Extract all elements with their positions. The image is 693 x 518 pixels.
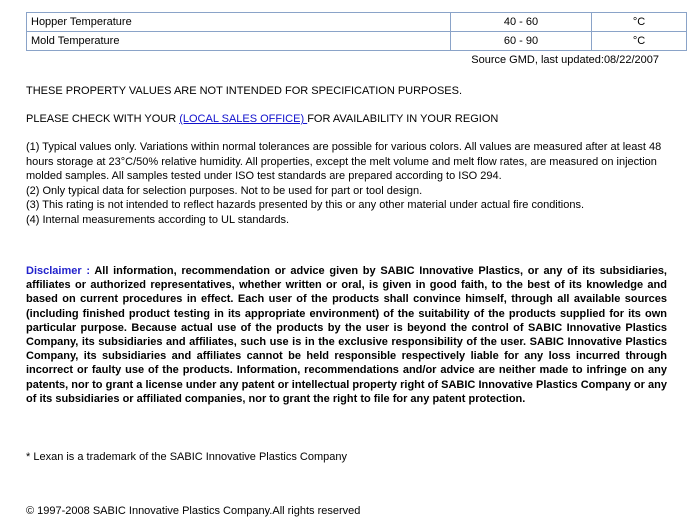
footnote-4: (4) Internal measurements according to UL standards. <box>26 213 290 226</box>
local-sales-office-link[interactable]: (LOCAL SALES OFFICE) <box>179 113 308 125</box>
property-value: 40 - 60 <box>451 13 592 32</box>
table-row <box>27 32 687 51</box>
availability-suffix: FOR AVAILABILITY IN YOUR REGION <box>307 113 499 125</box>
copyright-note: © 1997-2008 SABIC Innovative Plastics Company.All rights reserved <box>26 505 361 518</box>
property-unit: °C <box>592 13 687 32</box>
property-name: Mold Temperature <box>27 32 451 51</box>
document-page <box>0 12 693 518</box>
properties-table <box>26 12 687 51</box>
disclaimer-text: All information, recommendation or advice given by SABIC Innovative Plastics, or any of its subsidiaries, affiliates or authorized representatives, whether written or oral, is given in good faith, to the best of its knowledge and based on current procedures in effect. Each user of the products shall convince himself, through all available sources (including finished product testing in its appropriate environment) of the suitability of the products supplied for its own particular purpose. Because actual use of the products by the user is beyond the control of SABIC Innovative Plastics Company, its subsidiaries and affiliates, such use is in the exclusive responsibility of the user. SABIC Innovative Plastics Company, its subsidiaries and affiliates cannot be held responsible respectively liable for any loss incurred through incorrect or faulty use of the products. Information, recommendations and/or advice are neither made to infringe on any patents, nor to grant a license under any patent or intellectual property right of SABIC Innovative Plastics Company or any of its subsidiaries or affiliated companies, nor to grant the right to file for any patent protection. <box>26 265 667 405</box>
property-unit: °C <box>592 32 687 51</box>
footnote-3: (3) This rating is not intended to reflect hazards presented by this or any other material under actual fire conditions. <box>26 199 585 211</box>
availability-prefix: PLEASE CHECK WITH YOUR <box>26 113 180 125</box>
trademark-note: * Lexan is a trademark of the SABIC Innovative Plastics Company <box>26 451 347 464</box>
availability-notice <box>26 112 667 126</box>
property-value: 60 - 90 <box>451 32 592 51</box>
footnote-2: (2) Only typical data for selection purposes. Not to be used for part or tool design. <box>26 184 423 197</box>
disclaimer-label: Disclaimer : <box>26 265 91 277</box>
property-name: Hopper Temperature <box>27 13 451 32</box>
source-note: Source GMD, last updated:08/22/2007 <box>471 54 659 66</box>
specification-notice: THESE PROPERTY VALUES ARE NOT INTENDED FOR SPECIFICATION PURPOSES. <box>26 85 463 97</box>
footnotes <box>26 140 667 227</box>
footnote-1: (1) Typical values only. Variations within normal tolerances are possible for various colors. All values are measured after at least 48 hours storage at 23°C/50% relative humidity. All properties, except the melt volume and melt flow rates, are measured on injection molded samples. All samples tested under ISO test standards are prepared according to ISO 294. <box>26 141 662 182</box>
disclaimer-paragraph <box>26 264 667 406</box>
table-row <box>27 13 687 32</box>
